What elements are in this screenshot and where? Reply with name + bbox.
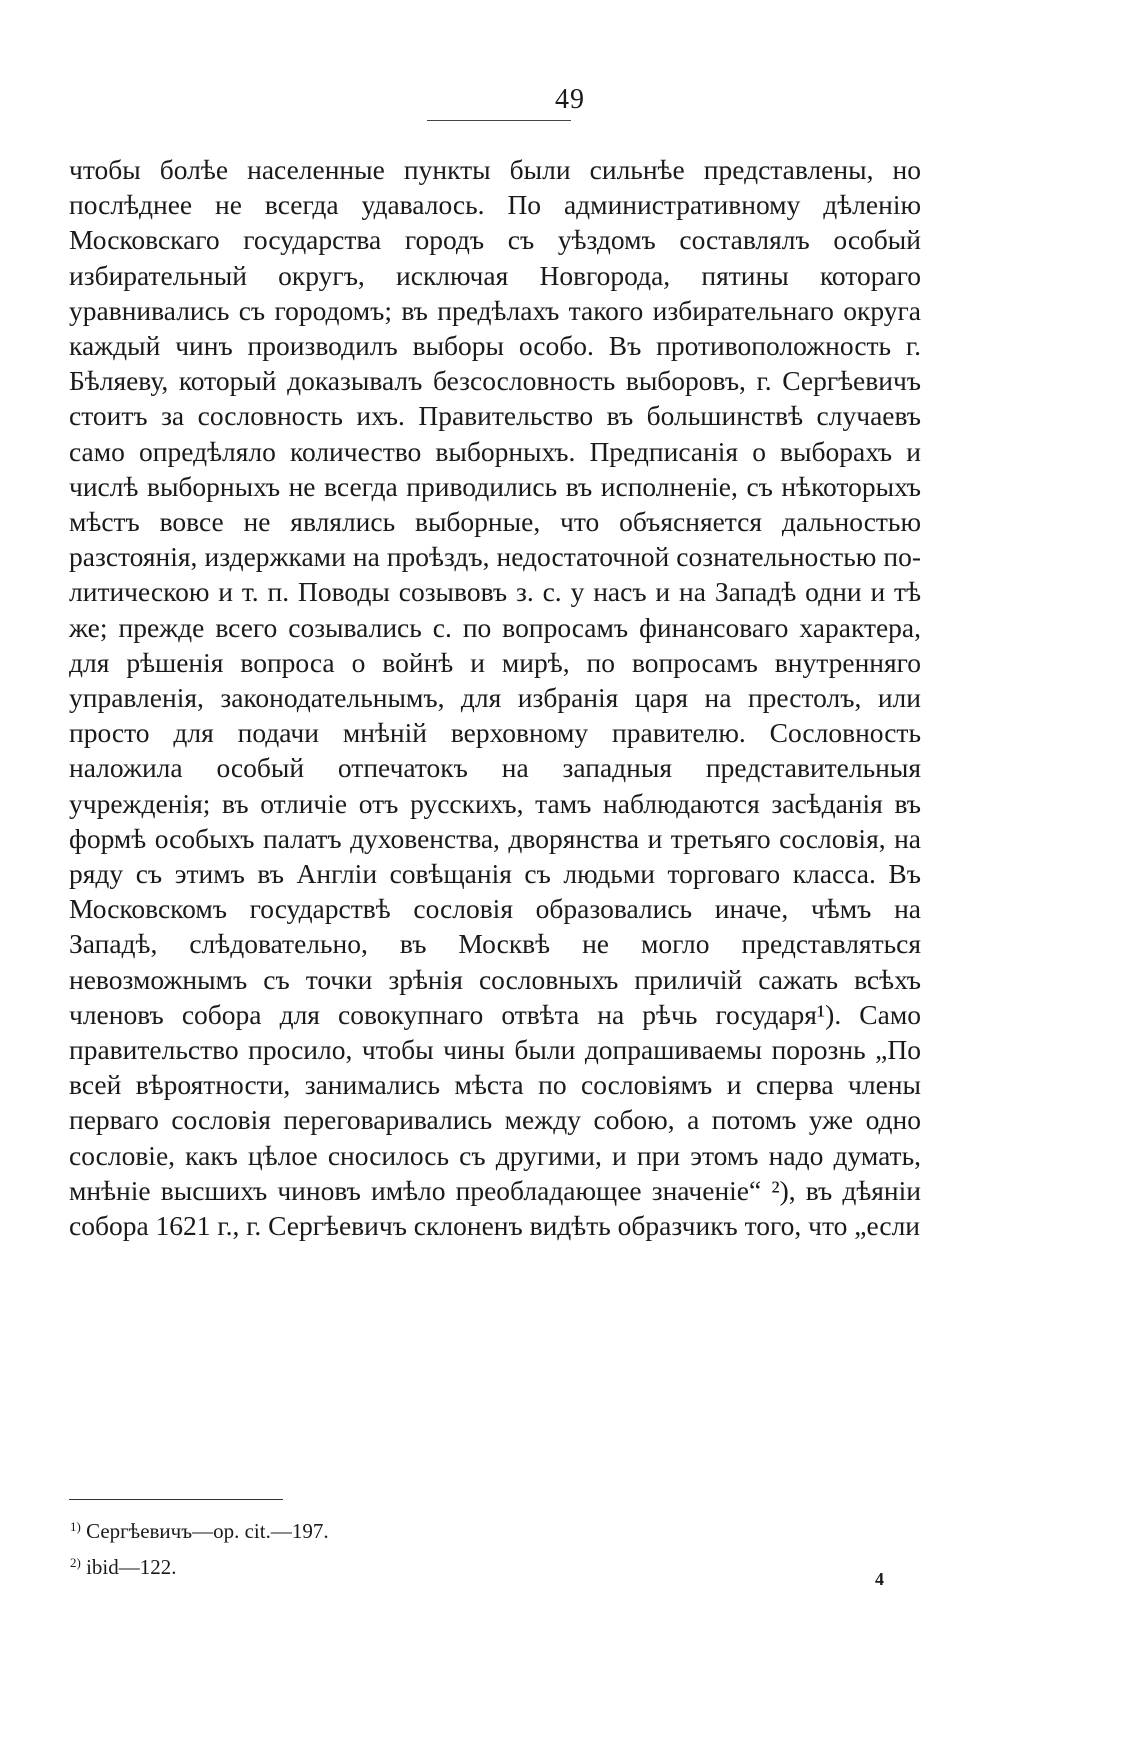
footnote-marker: 2) xyxy=(70,1555,81,1570)
footnote-2 xyxy=(70,1547,830,1583)
footnote-marker: 1) xyxy=(70,1519,81,1534)
page-number: 49 xyxy=(555,84,585,115)
footnote-text: ibid—122. xyxy=(86,1555,177,1579)
page-number-rule xyxy=(427,120,571,121)
footnote-text: Сергѣевичъ—op. cit.—197. xyxy=(86,1519,329,1543)
footnotes xyxy=(70,1511,830,1583)
signature-mark: 4 xyxy=(875,1569,884,1589)
body-paragraph: чтобы болѣе населенные пункты были сильнѣе представлены, но послѣднее не всегда удавалось. По административному дѣленію Московскаго государства городъ съ уѣздомъ составлялъ особый избирательный округъ, исключая Новгорода, пятины котораго уравнивались съ городомъ; въ предѣлахъ такого избирательнаго округа каждый чинъ производилъ выборы особо. Въ противоположность г. Бѣляеву, который доказывалъ безсословность выборовъ, г. Сергѣевичъ стоитъ за сословность ихъ. Правительство въ большинствѣ случаевъ само опредѣляло количество выборныхъ. Предписанія о выборахъ и числѣ выборныхъ не всегда приводились въ исполненіе, съ нѣкоторыхъ мѣстъ вовсе не являлись выборные, что объясняется дальностью разстоянія, издержками на проѣздъ, недостаточной сознательностью политическою и т. п. Поводы созывовъ з. с. у насъ и на Западѣ одни и тѣ же; прежде всего созывались с. по вопросамъ финансоваго характера, для рѣшенія вопроса о войнѣ и мирѣ, по вопросамъ внутренняго управленія, законодательнымъ, для избранія царя на престолъ, или просто для подачи мнѣній верховному правителю. Сословность наложила особый отпечатокъ на западныя представительныя учрежденія; въ отличіе отъ русскихъ, тамъ наблюдаются засѣданія въ формѣ особыхъ палатъ духовенства, дворянства и третьяго сословія, на ряду съ этимъ въ Англіи совѣщанія съ людьми торговаго класса. Въ Московскомъ государствѣ сословія образовались иначе, чѣмъ на Западѣ, слѣдовательно, въ Москвѣ не могло представляться невозможнымъ съ точки зрѣнія сословныхъ приличій сажать всѣхъ членовъ собора для совокупнаго отвѣта на рѣчь государя¹). Само правительство просило, чтобы чины были допрашиваемы порознь „По всей вѣроятности, занимались мѣста по сословіямъ и сперва члены перваго сословія переговаривались между собою, а потомъ уже одно сословіе, какъ цѣлое сносилось съ другими, и при этомъ надо думать, мнѣніе высшихъ чиновъ имѣло преобладающее значеніе“ ²), въ дѣяніи собора 1621 г., г. Сергѣевичъ склоненъ видѣть образчикъ того, что „если xyxy=(69,154,921,1242)
footnote-1 xyxy=(70,1511,830,1547)
footnote-divider xyxy=(69,1499,283,1500)
